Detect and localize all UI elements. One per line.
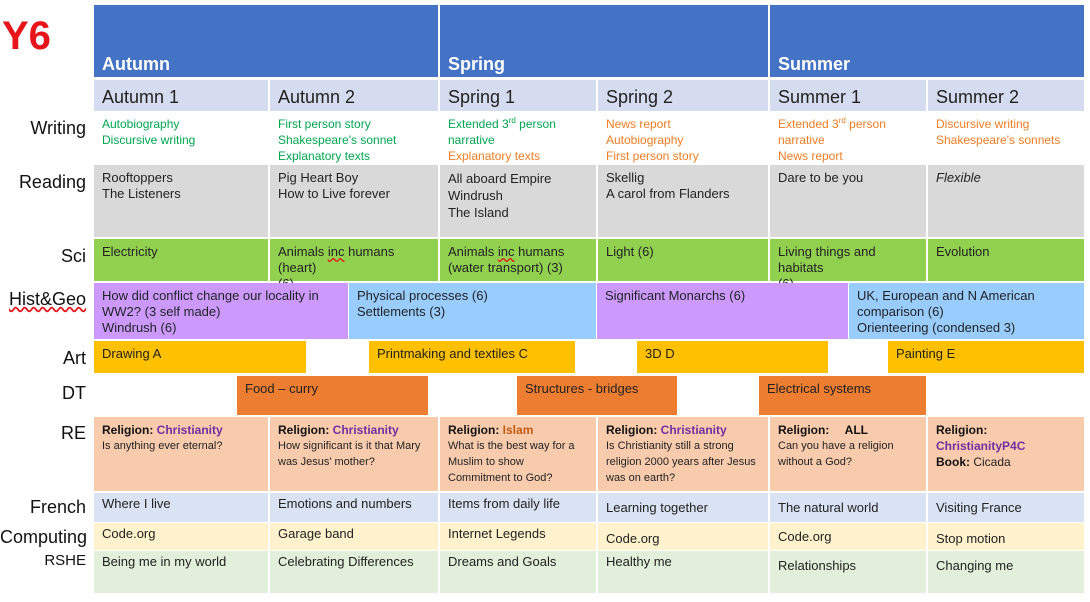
row-label-computing: Computing xyxy=(0,527,88,547)
rshe-spring-1: Dreams and Goals xyxy=(440,551,596,593)
rshe-autumn-2: Celebrating Differences xyxy=(270,551,438,593)
sci-summer-1: Living things and habitats xyxy=(770,239,926,281)
writing-spring-2 xyxy=(598,111,768,165)
french-autumn-1: Where I live xyxy=(94,493,268,522)
writing-item: News report xyxy=(606,117,671,131)
reading-summer-2: Flexible xyxy=(928,165,1084,237)
season-summer: Summer xyxy=(770,5,1084,77)
art-block-2: Printmaking and textiles C xyxy=(369,341,575,373)
half-summer-1: Summer 1 xyxy=(770,80,926,111)
reading-summer-1: Dare to be you xyxy=(770,165,926,237)
row-label-sci: Sci xyxy=(60,246,86,266)
french-spring-2: Learning together xyxy=(598,493,768,522)
rshe-summer-2: Changing me xyxy=(928,551,1084,593)
season-autumn: Autumn xyxy=(94,5,438,77)
rshe-spring-2: Healthy me xyxy=(598,551,768,593)
writing-autumn-2 xyxy=(270,111,438,165)
histgeo-block-3: Significant Monarchs (6) xyxy=(597,283,848,339)
writing-item: Explanatory texts xyxy=(278,149,371,163)
reading-autumn-1: Rooftoppers The Listeners xyxy=(94,165,268,237)
writing-item: Discursive writing xyxy=(102,133,196,147)
half-spring-1: Spring 1 xyxy=(440,80,596,111)
re-autumn-2: Religion: Christianity How significant is it that Mary was Jesus' mother? xyxy=(270,417,438,491)
row-label-writing: Writing xyxy=(30,118,86,138)
row-label-histgeo: Hist&Geo xyxy=(8,289,86,309)
dt-block-2: Structures - bridges xyxy=(517,376,677,415)
reading-autumn-2: Pig Heart Boy How to Live forever xyxy=(270,165,438,237)
re-summer-2: Religion: ChristianityP4C Book: Cicada xyxy=(928,417,1084,491)
row-label-art: Art xyxy=(62,348,86,368)
re-spring-1: Religion: Islam What is the best way for a Muslim to show Commitment to God? xyxy=(440,417,596,491)
computing-spring-2: Code.org xyxy=(598,523,768,550)
writing-item: Discursive writing xyxy=(936,117,1030,131)
writing-item: Autobiography xyxy=(606,133,684,147)
computing-autumn-1: Code.org xyxy=(94,523,268,550)
year-label: Y6 xyxy=(2,14,51,58)
rshe-autumn-1: Being me in my world xyxy=(94,551,268,593)
row-label-reading: Reading xyxy=(18,172,86,192)
dt-block-3: Electrical systems xyxy=(759,376,926,415)
writing-summer-1: Extended 3rd person narrative News report xyxy=(778,116,886,163)
row-label-re: RE xyxy=(60,423,86,443)
writing-item: First person story xyxy=(278,117,371,131)
rshe-summer-1: Relationships xyxy=(770,551,926,593)
french-autumn-2: Emotions and numbers xyxy=(270,493,438,522)
half-autumn-1: Autumn 1 xyxy=(94,80,268,111)
half-autumn-2: Autumn 2 xyxy=(270,80,438,111)
french-spring-1: Items from daily life xyxy=(440,493,596,522)
computing-summer-2: Stop motion xyxy=(928,523,1084,550)
row-label-rshe: RSHE xyxy=(44,552,86,569)
sci-autumn-2: Animals inc humans (heart) xyxy=(270,239,438,281)
histgeo-block-1: How did conflict change our locality in WW2? (3 self made) Windrush (6) xyxy=(94,283,348,339)
computing-spring-1: Internet Legends xyxy=(440,523,596,550)
computing-summer-1: Code.org xyxy=(770,523,926,550)
french-summer-2: Visiting France xyxy=(928,493,1084,522)
re-autumn-1: Religion: Christianity Is anything ever eternal? xyxy=(94,417,268,491)
sci-spring-1: Animals inc humans (water transport) (3) xyxy=(440,239,596,281)
season-spring: Spring xyxy=(440,5,768,77)
writing-autumn-1 xyxy=(94,111,268,165)
half-summer-2: Summer 2 xyxy=(928,80,1084,111)
row-label-french: French xyxy=(29,497,86,517)
writing-item: Autobiography xyxy=(102,117,180,131)
dt-block-1: Food – curry xyxy=(237,376,428,415)
writing-item: Shakespeare's sonnets xyxy=(936,133,1061,147)
re-spring-2: Religion: Christianity Is Christianity still a strong religion 2000 years after Jesus was on earth? xyxy=(598,417,768,491)
histgeo-block-4: UK, European and N American comparison (6) Orienteering (condensed 3) xyxy=(849,283,1084,339)
writing-spring-1: Extended 3rd person narrative Explanatory texts xyxy=(448,116,556,163)
reading-spring-1: All aboard Empire Windrush The Island xyxy=(440,165,596,237)
histgeo-block-2: Physical processes (6) Settlements (3) xyxy=(349,283,596,339)
re-summer-1: Religion: ALL Can you have a religion without a God? xyxy=(770,417,926,491)
sci-summer-2: Evolution xyxy=(928,239,1084,281)
computing-autumn-2: Garage band xyxy=(270,523,438,550)
art-block-4: Painting E xyxy=(888,341,1084,373)
reading-spring-2: Skellig A carol from Flanders xyxy=(598,165,768,237)
art-block-3: 3D D xyxy=(637,341,828,373)
sci-autumn-1: Electricity xyxy=(94,239,268,281)
writing-item: First person story xyxy=(606,149,699,163)
row-label-dt: DT xyxy=(62,383,86,403)
art-block-1: Drawing A xyxy=(94,341,306,373)
french-summer-1: The natural world xyxy=(770,493,926,522)
sci-spring-2: Light (6) xyxy=(598,239,768,281)
writing-summer-2 xyxy=(928,111,1084,165)
writing-item: Shakespeare's sonnet xyxy=(278,133,397,147)
half-spring-2: Spring 2 xyxy=(598,80,768,111)
